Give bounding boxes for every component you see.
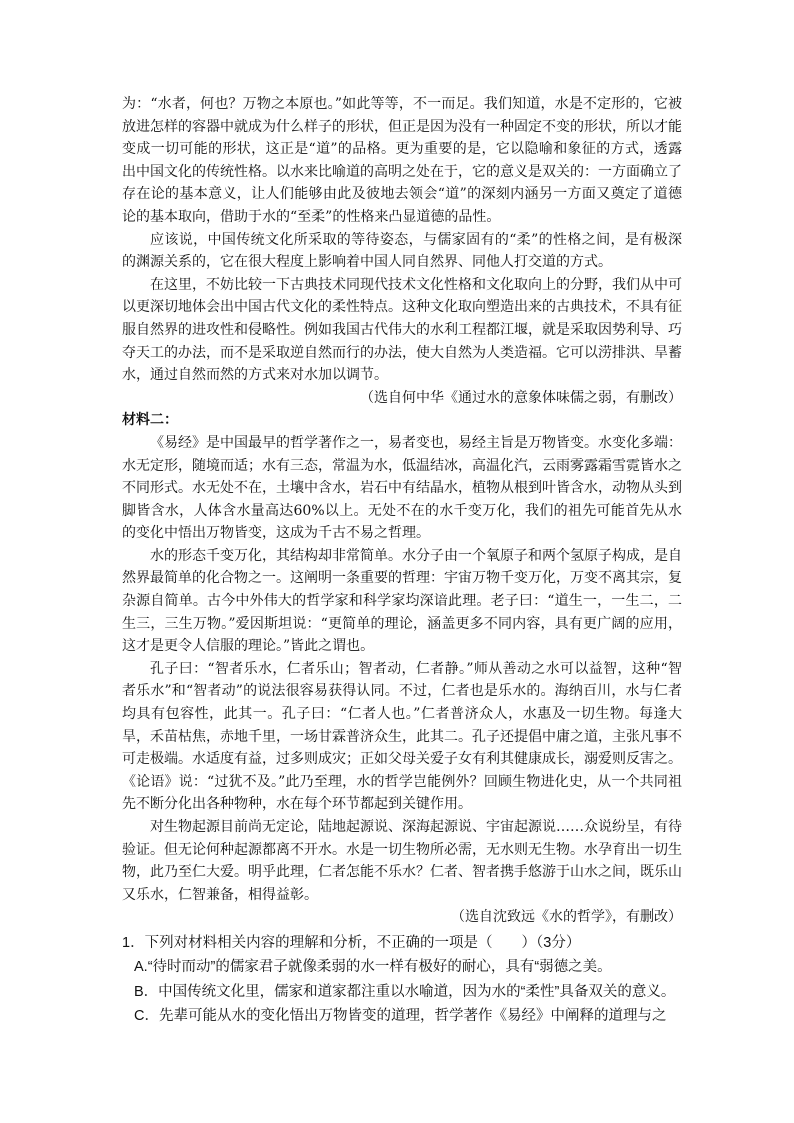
material1-paragraph-3: 在这里，不妨比较一下古典技术同现代技术文化性格和文化取向上的分野，我们从中可以更深切地体会出中国古代文化的柔性特点。这种文化取向塑造出来的古典技术，不具有征服自然界的进攻性和侵略性。例如我国古代伟大的水利工程都江堰，就是采取因势利导、巧夺天工的办法，而不是采取逆自然而行的办法，使大自然为人类造福。它可以涝排洪、旱蓄水，通过自然而然的方式来对水加以调节。 [122, 276, 682, 384]
question-stem: 1．下列对材料相关内容的理解和分析，不正确的一项是（ ）（3分） [122, 934, 581, 951]
material2-paragraph-3: 孔子曰：“智者乐水，仁者乐山；智者动，仁者静。”师从善动之水可以益智，这种“智者乐水”和“智者动”的说法很容易获得认同。不过，仁者也是乐水的。海纳百川，水与仁者均具有包容性，此其一。孔子曰：“仁者人也。”仁者普济众人，水惠及一切生物。每逢大旱，禾苗枯焦，赤地千里，一场甘霖普济众生，此其二。孔子还提倡中庸之道，主张凡事不可走极端。水适度有益，过多则成灾；正如父母关爱子女有利其健康成长，溺爱则反害之。《论语》说：“过犹不及。”此乃至理，水的哲学岂能例外？回顾生物进化史，从一个共同祖先不断分化出各种物种，水在每个环节都起到关键作用。 [122, 660, 682, 813]
question-option-a: A.“待时而动”的儒家君子就像柔弱的水一样有极好的耐心，具有“弱德之美。 [134, 959, 612, 976]
material1-paragraph-1: 为：“水者，何也？万物之本原也。”如此等等，不一而足。我们知道，水是不定形的，它被放进怎样的容器中就成为什么样子的形状，但正是因为没有一种固定不变的形状，所以才能变成一切可能的形状，这正是“道”的品格。更为重要的是，它以隐喻和象征的方式，透露出中国文化的传统性格。以水来比喻道的高明之处在于，它的意义是双关的：一方面确立了存在论的基本意义，让人们能够由此及彼地去领会“道”的深刻内涵另一方面又奠定了道德论的基本取向，借助于水的“至柔”的性格来凸显道德的品性。 [122, 96, 682, 225]
material2-paragraph-1: 《易经》是中国最早的哲学著作之一，易者变也，易经主旨是万物皆变。水变化多端：水无定形，随境而适；水有三态，常温为水，低温结冰，高温化汽，云雨雾露霜雪霓皆水之不同形式。水无处不在，土壤中含水，岩石中有结晶水，植物从根到叶皆含水，动物从头到脚皆含水，人体含水量高达60%以上。无处不在的水千变万化，我们的祖先可能首先从水的变化中悟出万物皆变，这成为千古不易之哲理。 [122, 434, 682, 542]
material2-paragraph-4: 对生物起源目前尚无定论，陆地起源说、深海起源说、宇宙起源说……众说纷呈，有待验证。但无论何种起源都离不开水。水是一切生物所必需，无水则无生物。水孕育出一切生物，此乃至仁大爱。明乎此理，仁者怎能不乐水？仁者、智者携手悠游于山水之间，既乐山又乐水，仁智兼备，相得益彰。 [122, 819, 682, 903]
question-option-c: C．先辈可能从水的变化悟出万物皆变的道理，哲学著作《易经》中阐释的道理与之 [134, 1008, 667, 1025]
material1-paragraph-2: 应该说，中国传统文化所采取的等待姿态，与儒家固有的“柔”的性格之间，是有极深的渊源关系的，它在很大程度上影响着中国人同自然界、同他人打交道的方式。 [122, 231, 682, 271]
question-option-b: B．中国传统文化里，儒家和道家都注重以水喻道，因为水的“柔性”具备双关的意义。 [134, 983, 676, 1000]
material2-source: （选自沈致远《水的哲学》，有删改） [451, 909, 682, 926]
material2-paragraph-2: 水的形态千变万化，其结构却非常简单。水分子由一个氧原子和两个氢原子构成，是自然界最简单的化合物之一。这阐明一条重要的哲理：宇宙万物千变万化，万变不离其宗，复杂源自简单。古今中外伟大的哲学家和科学家均深谙此理。老子曰：“道生一，一生二，二生三，三生万物。”爱因斯坦说：“更简单的理论，涵盖更多不同内容，具有更广阔的应用，这才是更令人信服的理论。”皆此之谓也。 [122, 547, 682, 655]
material2-heading: 材料二： [122, 412, 178, 429]
material1-source: （选自何中华《通过水的意象体味儒之弱，有删改） [360, 389, 682, 406]
document-page [122, 93, 682, 1029]
